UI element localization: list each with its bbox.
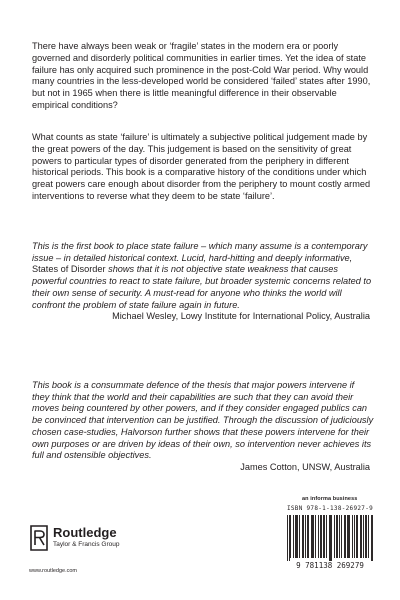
barcode-bar [299, 515, 300, 558]
barcode-bar [347, 515, 348, 558]
barcode-bar [324, 515, 325, 558]
barcode-bar [311, 515, 312, 558]
informa-tagline: an informa business [302, 496, 358, 502]
publisher-url: www.routledge.com [29, 568, 77, 574]
barcode-block [283, 505, 377, 570]
barcode-bar [312, 515, 313, 558]
barcode-bar [295, 515, 296, 558]
barcode-bar [352, 515, 353, 558]
barcode-bar [323, 515, 324, 558]
barcode-bar [326, 515, 327, 558]
review-1-text-before: This is the first book to place state failure – which many assume is a contemporary issue – in detailed historical context. Lucid, hard-hitting and deeply informative, [32, 241, 368, 263]
barcode-bar [321, 515, 322, 558]
barcode-bar [307, 515, 308, 558]
barcode-bar [293, 515, 294, 558]
barcode-bar [349, 515, 350, 558]
barcode-bar [331, 515, 332, 561]
routledge-r-icon [29, 525, 49, 551]
barcode-bar [302, 515, 303, 558]
publisher-subtitle: Taylor & Francis Group [53, 541, 120, 548]
barcode-bar [354, 515, 355, 558]
barcode-bar [366, 515, 367, 558]
blurb-paragraph-2: What counts as state ‘failure’ is ultimately a subjective political judgement made by the great powers of the day. This judgement is based on the sensitivity of great powers to particular types of disorder generated from the periphery in different historical periods. This book is a comparative history of the conditions under which great powers care enough about disorder from the periphery to mount costly armed interventions to reverse what they deem to be state ‘failure’. [32, 132, 371, 201]
barcode-bar [305, 515, 306, 558]
barcode-bar [368, 515, 369, 558]
publisher-name: Routledge [53, 525, 117, 540]
barcode-bar [339, 515, 340, 558]
barcode-bar [329, 515, 330, 561]
barcode-bar [303, 515, 304, 558]
blurb-paragraph-1: There have always been weak or ‘fragile’ states in the modern era or poorly governed and disorderly political communities in earlier times. Yet the idea of state failure has only acquired such prominence in the post-Cold War period. Why would many countries in the less-developed world be considered ‘failed’ states after 1990, but not in 1965 when there is little meaningful difference in their observable empirical conditions? [32, 41, 371, 110]
barcode-bar [365, 515, 366, 558]
barcode-bar [336, 515, 337, 558]
barcode-bar [361, 515, 362, 558]
barcode-bar [348, 515, 349, 558]
barcode-bar [357, 515, 358, 558]
barcode-bar [289, 515, 290, 561]
barcode-bar [334, 515, 335, 558]
barcode-bar [320, 515, 321, 558]
barcode-bar [360, 515, 361, 558]
review-1-attribution: Michael Wesley, Lowy Institute for International Policy, Australia [112, 311, 370, 322]
review-2-text: This book is a consummate defence of the thesis that major powers intervene if they think that the world and their capabilities are such that they can avoid their moves being countered by other powers, and if they consider engaged publics can be convinced that intervention can be justified. Through the discussion of judiciously chosen case-studies, Halvorson further shows that these powers intervene for their own purposes or are driven by ideas of their own, so intervention never achieves its full and ostensible objectives. [32, 380, 374, 461]
barcode-bar [341, 515, 342, 558]
review-1 [32, 241, 374, 323]
barcode-image [283, 514, 377, 570]
review-1-text-after: shows that it is not objective state weakness that causes powerful countries to react to state failure, but broader systemic concerns related to their own sense of security. A must-read for anyone who thinks the world will confront the problem of state failure again in future. [32, 264, 372, 310]
barcode-bar [297, 515, 298, 558]
review-2 [32, 380, 374, 474]
barcode-bar [372, 515, 373, 561]
barcode-bar [318, 515, 319, 558]
barcode-bar [363, 515, 364, 558]
barcode-bar [371, 515, 372, 561]
barcode-bar [344, 515, 345, 558]
barcode-bar [287, 515, 288, 561]
barcode-bar [296, 515, 297, 558]
barcode-bar [308, 515, 309, 558]
barcode-digits: 9 781138 269279 [296, 561, 364, 570]
barcode-bar [337, 515, 338, 558]
barcode-bar [315, 515, 316, 558]
review-2-attribution: James Cotton, UNSW, Australia [240, 461, 370, 472]
barcode-bar [330, 515, 331, 561]
isbn-label: ISBN 978-1-138-26927-9 [286, 505, 374, 512]
barcode-bar [356, 515, 357, 558]
barcode-bar [313, 515, 314, 558]
barcode-bar [345, 515, 346, 558]
barcode-bar [290, 515, 291, 558]
review-1-book-title: States of Disorder [32, 264, 106, 275]
